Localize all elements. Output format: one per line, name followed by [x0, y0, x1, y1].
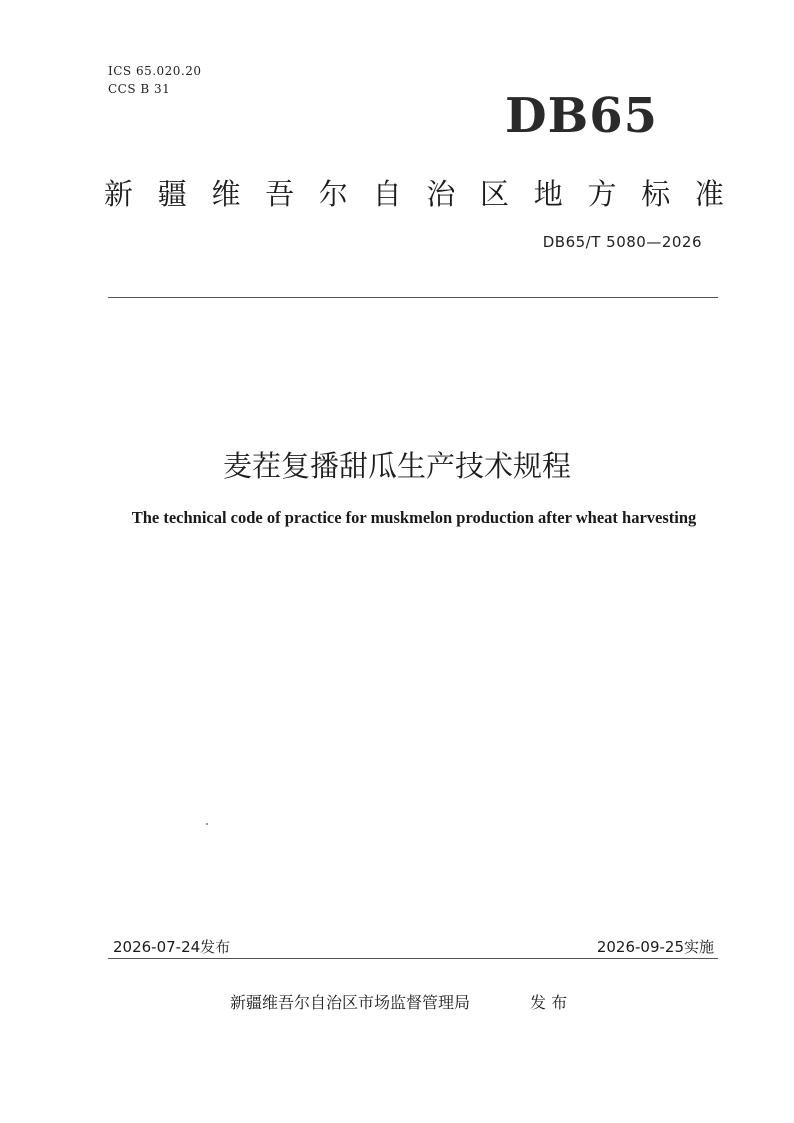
standard-kind-char: 准: [694, 177, 724, 211]
standard-kind-char: 区: [480, 177, 510, 211]
standard-kind-char: 标: [641, 177, 671, 211]
db65-logo: DB65: [505, 88, 658, 144]
issue-label: 发 布: [530, 993, 568, 1012]
standard-kind-char: 维: [211, 177, 241, 211]
ccs-code: CCS B 31: [108, 82, 171, 96]
issuing-authority: 新疆维吾尔自治区市场监督管理局: [230, 993, 471, 1012]
implementation-date: 2026-09-25实施: [596, 938, 714, 956]
top-divider: [108, 297, 718, 298]
standard-kind-heading: [104, 172, 724, 213]
standard-kind-char: 尔: [318, 177, 348, 211]
standard-kind-char: 地: [533, 177, 563, 211]
title-english: The technical code of practice for muskmelon production after wheat harvesting: [131, 508, 697, 527]
scan-speck: [206, 823, 208, 825]
standard-kind-char: 治: [426, 177, 456, 211]
title-chinese: 麦茬复播甜瓜生产技术规程: [222, 449, 571, 483]
ics-code: ICS 65.020.20: [108, 64, 202, 78]
standard-kind-char: 疆: [157, 177, 187, 211]
standard-number: DB65/T 5080—2026: [542, 233, 702, 251]
release-date: 2026-07-24发布: [113, 938, 231, 956]
standard-kind-char: 方: [587, 177, 617, 211]
standard-kind-char: 新: [104, 177, 134, 211]
bottom-divider: [108, 958, 718, 959]
standard-kind-char: 自: [372, 177, 402, 211]
standard-kind-char: 吾: [265, 177, 295, 211]
